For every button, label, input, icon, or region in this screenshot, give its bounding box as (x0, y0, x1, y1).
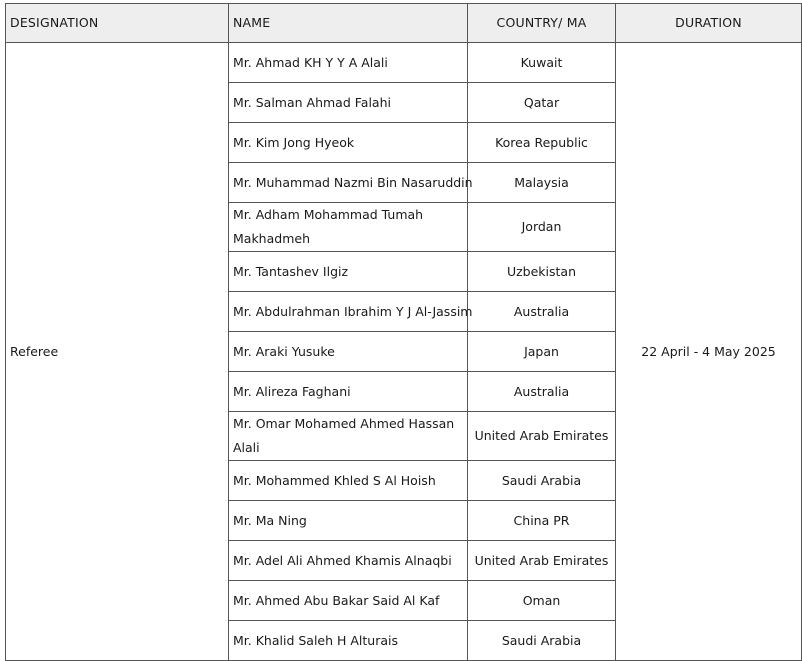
official-country: Qatar (468, 83, 616, 123)
official-country: United Arab Emirates (468, 541, 616, 581)
official-country: Oman (468, 581, 616, 621)
official-country: Saudi Arabia (468, 621, 616, 661)
table-row (6, 43, 802, 83)
official-name: Mr. Omar Mohamed Ahmed Hassan Alali (229, 412, 468, 461)
official-country: Japan (468, 332, 616, 372)
official-name: Mr. Adham Mohammad Tumah Makhadmeh (229, 203, 468, 252)
official-country: China PR (468, 501, 616, 541)
header-duration: DURATION (616, 4, 802, 43)
official-name: Mr. Kim Jong Hyeok (229, 123, 468, 163)
official-name: Mr. Ma Ning (229, 501, 468, 541)
official-name: Mr. Tantashev Ilgiz (229, 252, 468, 292)
official-country: Malaysia (468, 163, 616, 203)
officials-table (5, 3, 802, 661)
official-name: Mr. Ahmed Abu Bakar Said Al Kaf (229, 581, 468, 621)
header-name: NAME (229, 4, 468, 43)
header-country: COUNTRY/ MA (468, 4, 616, 43)
official-country: Kuwait (468, 43, 616, 83)
official-country: Korea Republic (468, 123, 616, 163)
official-name: Mr. Mohammed Khled S Al Hoish (229, 461, 468, 501)
official-name: Mr. Salman Ahmad Falahi (229, 83, 468, 123)
header-row (6, 4, 802, 43)
official-country: Saudi Arabia (468, 461, 616, 501)
official-country: Australia (468, 292, 616, 332)
official-name: Mr. Abdulrahman Ibrahim Y J Al-Jassim (229, 292, 468, 332)
official-country: Australia (468, 372, 616, 412)
official-name: Mr. Muhammad Nazmi Bin Nasaruddin (229, 163, 468, 203)
official-country: Uzbekistan (468, 252, 616, 292)
official-name: Mr. Khalid Saleh H Alturais (229, 621, 468, 661)
duration-cell: 22 April - 4 May 2025 (616, 43, 802, 661)
table-header (6, 4, 802, 43)
official-country: Jordan (468, 203, 616, 252)
official-name: Mr. Ahmad KH Y Y A Alali (229, 43, 468, 83)
official-name: Mr. Adel Ali Ahmed Khamis Alnaqbi (229, 541, 468, 581)
official-name: Mr. Alireza Faghani (229, 372, 468, 412)
designation-cell: Referee (6, 43, 229, 661)
official-country: United Arab Emirates (468, 412, 616, 461)
official-name: Mr. Araki Yusuke (229, 332, 468, 372)
header-designation: DESIGNATION (6, 4, 229, 43)
table-body (6, 43, 802, 661)
